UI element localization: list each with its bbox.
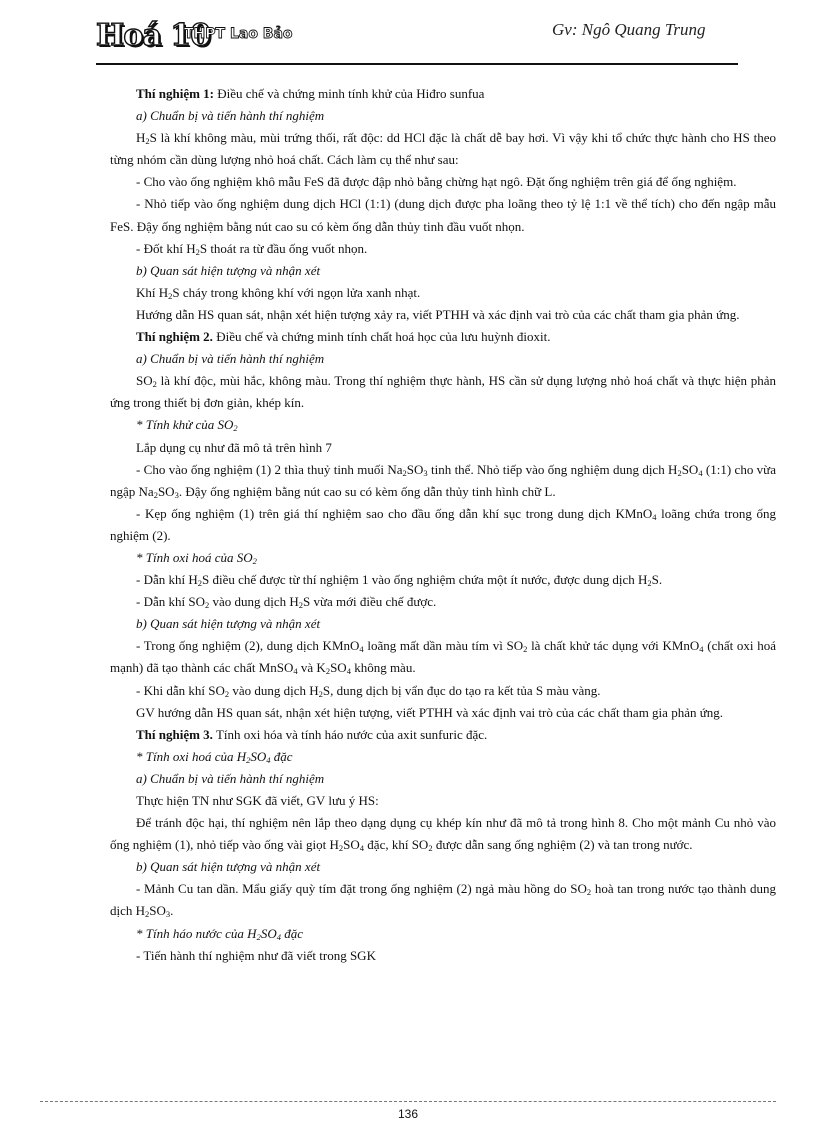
tn3-dehyd-heading: * Tính háo nước của $H_2SO_4$ đặc bbox=[136, 925, 303, 942]
tn2-step1: - Cho vào ống nghiệm (1) 2 thìa thuỷ tinh muối $Na_2SO_3$ tinh thể. Nhỏ tiếp vào ống nghiệm dung dịch $H_2SO_4$ (1:1) cho vừa ngập $Na_2SO_3$. Đậy ống nghiệm bằng nút cao su có kèm ống dẫn thủy tinh hình chữ L. bbox=[110, 461, 776, 500]
tn1-prep-heading: a) Chuẩn bị và tiến hành thí nghiệm bbox=[136, 108, 325, 124]
tn2-prep-heading: a) Chuẩn bị và tiến hành thí nghiệm bbox=[136, 351, 325, 367]
header-rule bbox=[96, 63, 738, 65]
tn2-para1: $SO_2$ là khí độc, mùi hắc, không màu. Trong thí nghiệm thực hành, HS cần sử dụng lượng nhỏ hoá chất và thực hiện phản ứng trong thiết bị đơn giản, khép kín. bbox=[110, 373, 776, 411]
tn1-obs2: Hướng dẫn HS quan sát, nhận xét hiện tượng xảy ra, viết PTHH và xác định vai trò của các chất tham gia phản ứng. bbox=[136, 306, 740, 322]
tn1-para1: $H_2S$ là khí không màu, mùi trứng thối, rất độc: dd HCl đặc là chất dễ bay hơi. Vì vậy khi tổ chức thực hành cho HS theo từng nhóm cần dùng lượng nhỏ hoá chất. Cách làm cụ thể như sau: bbox=[110, 130, 776, 168]
tn2-oxid-heading: * Tính oxi hoá của $SO_2$ bbox=[136, 549, 257, 566]
tn2-title: Thí nghiệm 2. Điều chế và chứng minh tính chất hoá học của lưu huỳnh đioxit. bbox=[136, 329, 551, 345]
tn2-step4: - Dẫn khí $SO_2$ vào dung dịch $H_2S$ vừa mới điều chế được. bbox=[136, 594, 437, 611]
page-header bbox=[0, 0, 816, 70]
tn2-step3: - Dẫn khí $H_2S$ điều chế được từ thí nghiệm 1 vào ống nghiệm chứa một ít nước, được dung dịch $H_2S$. bbox=[136, 572, 663, 589]
tn2-obs-heading: b) Quan sát hiện tượng và nhận xét bbox=[136, 616, 321, 632]
tn2-reduce-heading: * Tính khử của $SO_2$ bbox=[136, 417, 238, 434]
tn3-obs1: - Mảnh Cu tan dần. Mẩu giấy quỳ tím đặt trong ống nghiệm (2) ngả màu hồng do $SO_2$ hoà tan trong nước tạo thành dung dịch $H_2SO_3$. bbox=[110, 881, 776, 920]
tn1-title: Thí nghiệm 1: Điều chế và chứng minh tính khử của Hiđro sunfua bbox=[136, 86, 485, 101]
tn3-last: - Tiến hành thí nghiệm như đã viết trong SGK bbox=[136, 947, 376, 963]
tn2-obs1: - Trong ống nghiệm (2), dung dịch KMnO$_4$ loãng mất dần màu tím vì $SO_2$ là chất khử tác dụng với KMnO$_4$ (chất oxi hoá mạnh) đã tạo thành các chất MnSO$_4$ và $K_2SO_4$ không màu. bbox=[110, 638, 776, 677]
footer-rule bbox=[40, 1101, 776, 1102]
tn3-obs-heading: b) Quan sát hiện tượng và nhận xét bbox=[136, 859, 321, 875]
tn3-para2: Để tránh độc hại, thí nghiệm nên lắp theo dạng dụng cụ khép kín như đã mô tả trong hình 8. Cho một mảnh Cu nhỏ vào ống nghiệm (1), nhỏ tiếp vào ống vài giọt $H_2SO_4$ đặc, khí $SO_2$ được dẫn sang ống nghiệm (2) và tan trong nước. bbox=[110, 815, 776, 854]
tn2-step2: - Kẹp ống nghiệm (1) trên giá thí nghiệm sao cho đầu ống dẫn khí sục trong dung dịch KMnO$_4$ loãng chứa trong ống nghiệm (2). bbox=[110, 505, 777, 543]
tn1-step2: - Nhỏ tiếp vào ống nghiệm dung dịch HCl (1:1) (dung dịch được pha loãng theo tỷ lệ 1:1 về thể tích) cho đến ngập mẫu FeS. Đậy ống nghiệm bằng nút cao su có kèm ống dẫn thủy tinh đầu vuốt nhọn. bbox=[110, 196, 776, 234]
tn2-setup: Lắp dụng cụ như đã mô tả trên hình 7 bbox=[136, 439, 332, 455]
tn3-oxid-heading: * Tính oxi hoá của $H_2SO_4$ đặc bbox=[136, 748, 293, 765]
school-name: THPT Lao Bảo bbox=[184, 26, 293, 42]
tn2-obs3: GV hướng dẫn HS quan sát, nhận xét hiện tượng, viết PTHH và xác định vai trò của các chất tham gia phản ứng. bbox=[136, 704, 724, 720]
teacher-name: Gv: Ngô Quang Trung bbox=[552, 20, 706, 39]
tn3-prep-heading: a) Chuẩn bị và tiến hành thí nghiệm bbox=[136, 770, 325, 786]
page-number: 136 bbox=[397, 1107, 419, 1121]
subject-logo: Hoá 10 bbox=[96, 18, 210, 53]
tn1-step1: - Cho vào ống nghiệm khô mẫu FeS đã được đập nhỏ bằng chừng hạt ngô. Đặt ống nghiệm trên giá để ống nghiệm. bbox=[136, 174, 737, 190]
document-body bbox=[110, 83, 776, 967]
tn1-obs-heading: b) Quan sát hiện tượng và nhận xét bbox=[136, 262, 321, 278]
tn3-para1: Thực hiện TN như SGK đã viết, GV lưu ý HS: bbox=[136, 793, 379, 808]
tn1-obs1: Khí $H_2S$ cháy trong không khí với ngọn lửa xanh nhạt. bbox=[136, 284, 421, 301]
tn2-obs2: - Khi dẫn khí $SO_2$ vào dung dịch $H_2S$, dung dịch bị vẩn đục do tạo ra kết tủa S màu vàng. bbox=[136, 682, 601, 699]
tn3-title: Thí nghiệm 3. Tính oxi hóa và tính háo nước của axit sunfuric đặc. bbox=[136, 726, 488, 742]
tn1-step3: - Đốt khí $H_2S$ thoát ra từ đầu ống vuốt nhọn. bbox=[136, 240, 368, 257]
